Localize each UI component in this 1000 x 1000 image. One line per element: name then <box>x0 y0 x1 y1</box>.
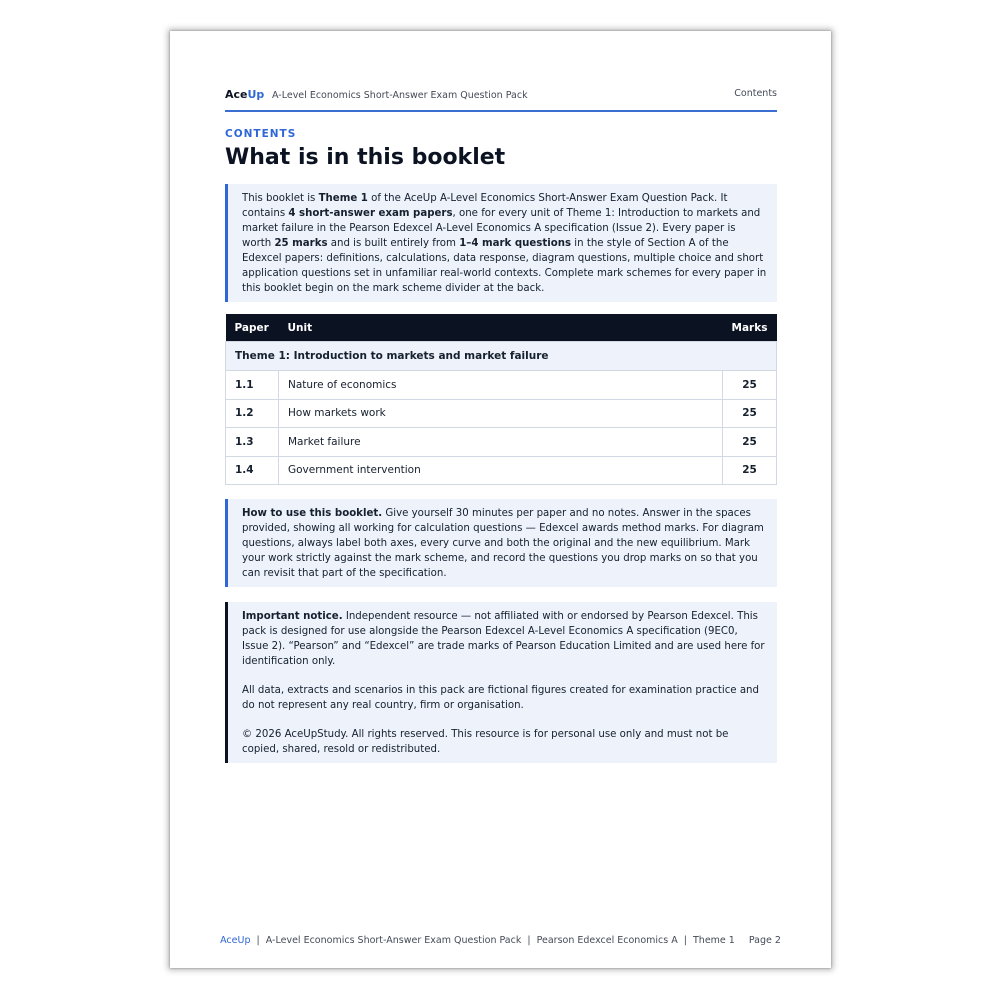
section-label: Contents <box>734 88 777 99</box>
table-row <box>226 456 777 485</box>
notice-para-3: © 2026 AceUpStudy. All rights reserved. This resource is for personal use only and must not be copied, shared, resold or redistributed. <box>242 729 729 755</box>
col-marks: Marks <box>723 314 777 342</box>
paper-number: 1.1 <box>226 371 279 400</box>
notice-text: Important notice. Independent resource — not affiliated with or endorsed by Pearson Edexcel. This pack is designed for use alongside the Pearson Edexcel A-Level Economics A specification (9EC0, Issue 2). “Pearson” and “Edexcel” are trade marks of Pearson Education Limited and are used here for identification only. <box>242 611 765 667</box>
notice-para-2: All data, extracts and scenarios in this pack are fictional figures created for examination practice and do not represent any real country, firm or organisation. <box>242 685 759 711</box>
page-number: Page 2 <box>748 935 781 946</box>
col-unit: Unit <box>279 314 723 342</box>
contents-table <box>225 314 777 485</box>
notice-callout <box>225 602 777 763</box>
unit-marks: 25 <box>723 456 777 485</box>
intro-text: This booklet is Theme 1 of the AceUp A-Level Economics Short-Answer Exam Question Pack. It contains 4 short-answer exam papers, one for every unit of Theme 1: Introduction to markets and market failure in the Pearson Edexcel A-Level Economics A specification (Issue 2). Every paper is worth 25 marks and is built entirely from 1–4 mark questions in the style of Section A of the Edexcel papers: definitions, calculations, data response, diagram questions, multiple choice and short application questions set in unfamiliar real-world contexts. Complete mark schemes for every paper in this booklet begin on the mark scheme divider at the back. <box>242 193 767 294</box>
unit-name: Market failure <box>279 428 723 457</box>
theme-row <box>226 342 777 371</box>
brand-logo <box>225 88 264 101</box>
paper-number: 1.2 <box>226 399 279 428</box>
footer-details: | A-Level Economics Short-Answer Exam Question Pack | Pearson Edexcel Economics A | Theme 1 <box>250 935 735 946</box>
unit-marks: 25 <box>723 399 777 428</box>
table-row <box>226 399 777 428</box>
intro-callout <box>225 184 777 302</box>
document-page <box>170 31 831 968</box>
brand-ace: Ace <box>225 88 248 101</box>
footer-brand: AceUp <box>220 935 251 946</box>
section-kicker: CONTENTS <box>225 128 297 140</box>
unit-name: Government intervention <box>279 456 723 485</box>
page-title: What is in this booklet <box>225 145 506 170</box>
pack-title: A-Level Economics Short-Answer Exam Question Pack <box>272 90 528 101</box>
howto-callout <box>225 499 777 587</box>
unit-marks: 25 <box>723 371 777 400</box>
unit-name: Nature of economics <box>279 371 723 400</box>
running-footer <box>170 935 831 946</box>
table-row <box>226 428 777 457</box>
brand-up: Up <box>247 88 265 101</box>
paper-number: 1.4 <box>226 456 279 485</box>
table-header-row <box>226 314 777 342</box>
paper-number: 1.3 <box>226 428 279 457</box>
howto-text: How to use this booklet. Give yourself 30 minutes per paper and no notes. Answer in the spaces provided, showing all working for calculation questions — Edexcel awards method marks. For diagram questions, always label both axes, every curve and both the original and the new equilibrium. Mark your work strictly against the mark scheme, and record the questions you drop marks on so that you can revisit that part of the specification. <box>242 508 764 579</box>
unit-marks: 25 <box>723 428 777 457</box>
col-paper: Paper <box>226 314 279 342</box>
unit-name: How markets work <box>279 399 723 428</box>
table-row <box>226 371 777 400</box>
running-header <box>225 87 777 112</box>
theme-label: Theme 1: Introduction to markets and market failure <box>226 342 777 371</box>
